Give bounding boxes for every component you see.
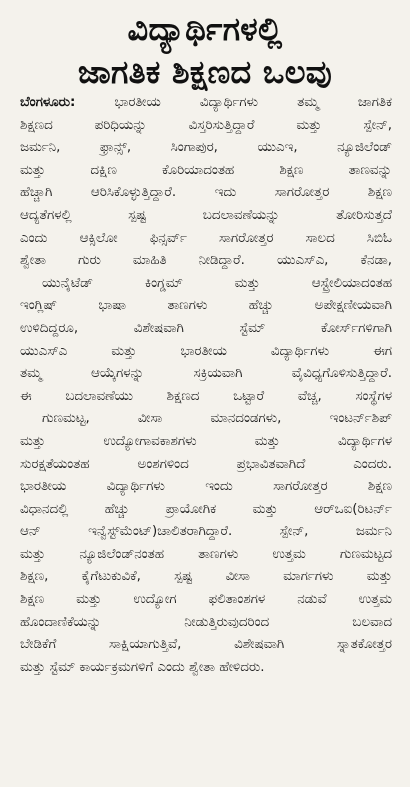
article-first-line [20, 92, 392, 115]
article-line: ಎಂದು ಆಕ್ಸಿಲೋ ಫಿನ್ಸರ್ವ್ ಸಾಗರೋತ್ತರ ಸಾಲದ ಸಿಬಿಓ [20, 230, 392, 246]
article-line: ಸುರಕ್ಷತೆಯಂತಹ ಅಂಶಗಳಿಂದ ಪ್ರಭಾವಿತವಾಗಿದೆ ಎಂದರು. [20, 456, 392, 472]
next-article-cutoff [18, 780, 398, 787]
article-line: ಮತ್ತು ಉದ್ಯೋಗಾವಕಾಶಗಳು ಮತ್ತು ವಿದ್ಯಾರ್ಥಿಗಳ [20, 433, 392, 449]
article-line: ಆನ್ ಇನ್ವೆಸ್ಟ್‌ಮೆಂಟ್)ಚಾಲಿತರಾಗಿದ್ದಾರೆ. ಸ್ಪೇನ್, ಜರ್ಮನಿ [20, 524, 392, 540]
article-line: ಮತ್ತು ಸ್ಟೆಮ್ ಕಾರ್ಯಕ್ರಮಗಳಿಗೆ ಎಂದು ಶ್ವೇತಾ ಹೇಳಿದರು. [20, 659, 265, 675]
article-line: ಇಂಗ್ಲಿಷ್ ಭಾಷಾ ತಾಣಗಳು ಹೆಚ್ಚು ಅಪೇಕ್ಷಣೀಯವಾಗಿ [20, 298, 392, 314]
article-line: ಆದ್ಯತೆಗಳಲ್ಲಿ ಸ್ಪಷ್ಟ ಬದಲಾವಣೆಯನ್ನು ತೋರಿಸುತ್ತದೆ [20, 207, 392, 223]
headline [0, 0, 410, 94]
article-line: ಬೇಡಿಕೆಗೆ ಸಾಕ್ಷಿಯಾಗುತ್ತಿವೆ, ವಿಶೇಷವಾಗಿ ಸ್ನಾತಕೋತ್ತರ [20, 637, 392, 653]
dateline: ಬೆಂಗಳೂರು: [20, 95, 76, 110]
article-line: ಶ್ವೇತಾ ಗುರು ಮಾಹಿತಿ ನೀಡಿದ್ದಾರೆ. ಯುಎಸ್‌ಎ, ಕೆನಡಾ, [20, 253, 392, 269]
article-line: ಈ ಬದಲಾವಣೆಯು ಶಿಕ್ಷಣದ ಒಟ್ಟಾರೆ ವೆಚ್ಚ, ಸಂಸ್ಥೆಗಳ [20, 388, 392, 404]
article-line: ಮತ್ತು ದಕ್ಷಿಣ ಕೊರಿಯಾದಂತಹ ಶಿಕ್ಷಣ ತಾಣವನ್ನು [20, 162, 392, 178]
article-line: ಜರ್ಮನಿ, ಫ್ರಾನ್ಸ್, ಸಿಂಗಾಪುರ, ಯುಎಇ, ನ್ಯೂಜಿಲೆಂಡ್ [20, 140, 392, 156]
headline-line-1: ವಿದ್ಯಾರ್ಥಿಗಳಲ್ಲಿ [127, 10, 283, 48]
article-line: ಗುಣಮಟ್ಟ, ವೀಸಾ ಮಾನದಂಡಗಳು, ಇಂಟರ್ನ್‌ಶಿಪ್ [42, 411, 392, 427]
article-line: ಹೆಚ್ಚಾಗಿ ಆರಿಸಿಕೊಳ್ಳುತ್ತಿದ್ದಾರೆ. ಇದು ಸಾಗರೋತ್ತರ ಶಿಕ್ಷಣ [20, 185, 392, 201]
article-line: ಯುಎಸ್‌ಎ ಮತ್ತು ಭಾರತೀಯ ವಿದ್ಯಾರ್ಥಿಗಳು ಈಗ [20, 343, 392, 359]
article-line: ಶಿಕ್ಷಣ, ಕೈಗೆಟುಕುವಿಕೆ, ಸ್ಪಷ್ಟ ವೀಸಾ ಮಾರ್ಗಗಳು ಮತ್ತು [20, 569, 392, 585]
article-line: ಭಾರತೀಯ ವಿದ್ಯಾರ್ಥಿಗಳು ಇಂದು ಸಾಗರೋತ್ತರ ಶಿಕ್ಷಣ [20, 479, 392, 495]
article-line: ಶಿಕ್ಷಣದ ಪರಿಧಿಯನ್ನು ವಿಸ್ತರಿಸುತ್ತಿದ್ದಾರೆ ಮತ್ತು ಸ್ಪೇನ್, [20, 117, 392, 133]
article-line: ವಿಧಾನದಲ್ಲಿ ಹೆಚ್ಚು ಪ್ರಾಯೋಗಿಕ ಮತ್ತು ಆರ್‌ಒಐ(ರಿಟರ್ನ್ [20, 501, 392, 517]
article-line: ಶಿಕ್ಷಣ ಮತ್ತು ಉದ್ಯೋಗ ಫಲಿತಾಂಶಗಳ ನಡುವೆ ಉತ್ತಮ [20, 592, 392, 608]
article-line: ಭಾರತೀಯ ವಿದ್ಯಾರ್ಥಿಗಳು ತಮ್ಮ ಜಾಗತಿಕ [75, 95, 392, 110]
article-line: ತಮ್ಮ ಆಯ್ಕೆಗಳನ್ನು ಸಕ್ರಿಯವಾಗಿ ವೈವಿಧ್ಯಗೊಳಿಸುತ್ತಿದ್ದಾರೆ. [20, 366, 392, 382]
headline-line-2: ಜಾಗತಿಕ ಶಿಕ್ಷಣದ ಒಲವು [77, 53, 333, 91]
article-line: ಯುನೈಟೆಡ್ ಕಿಂಗ್ಡಮ್ ಮತ್ತು ಆಸ್ಟ್ರೇಲಿಯಾದಂತಹ [42, 275, 392, 291]
article-line: ಮತ್ತು ನ್ಯೂಜಿಲೆಂಡ್‌ನಂತಹ ತಾಣಗಳು ಉತ್ತಮ ಗುಣಮಟ್ಟದ [20, 546, 392, 562]
article-line: ಹೊಂದಾಣಿಕೆಯನ್ನು ನೀಡುತ್ತಿರುವುದರಿಂದ ಬಲವಾದ [20, 614, 392, 630]
article-line: ಉಳಿದಿದ್ದರೂ, ವಿಶೇಷವಾಗಿ ಸ್ಟೆಮ್ ಕೋರ್ಸ್‌ಗಳಿಗಾಗಿ [20, 320, 392, 336]
article-body [20, 92, 392, 679]
